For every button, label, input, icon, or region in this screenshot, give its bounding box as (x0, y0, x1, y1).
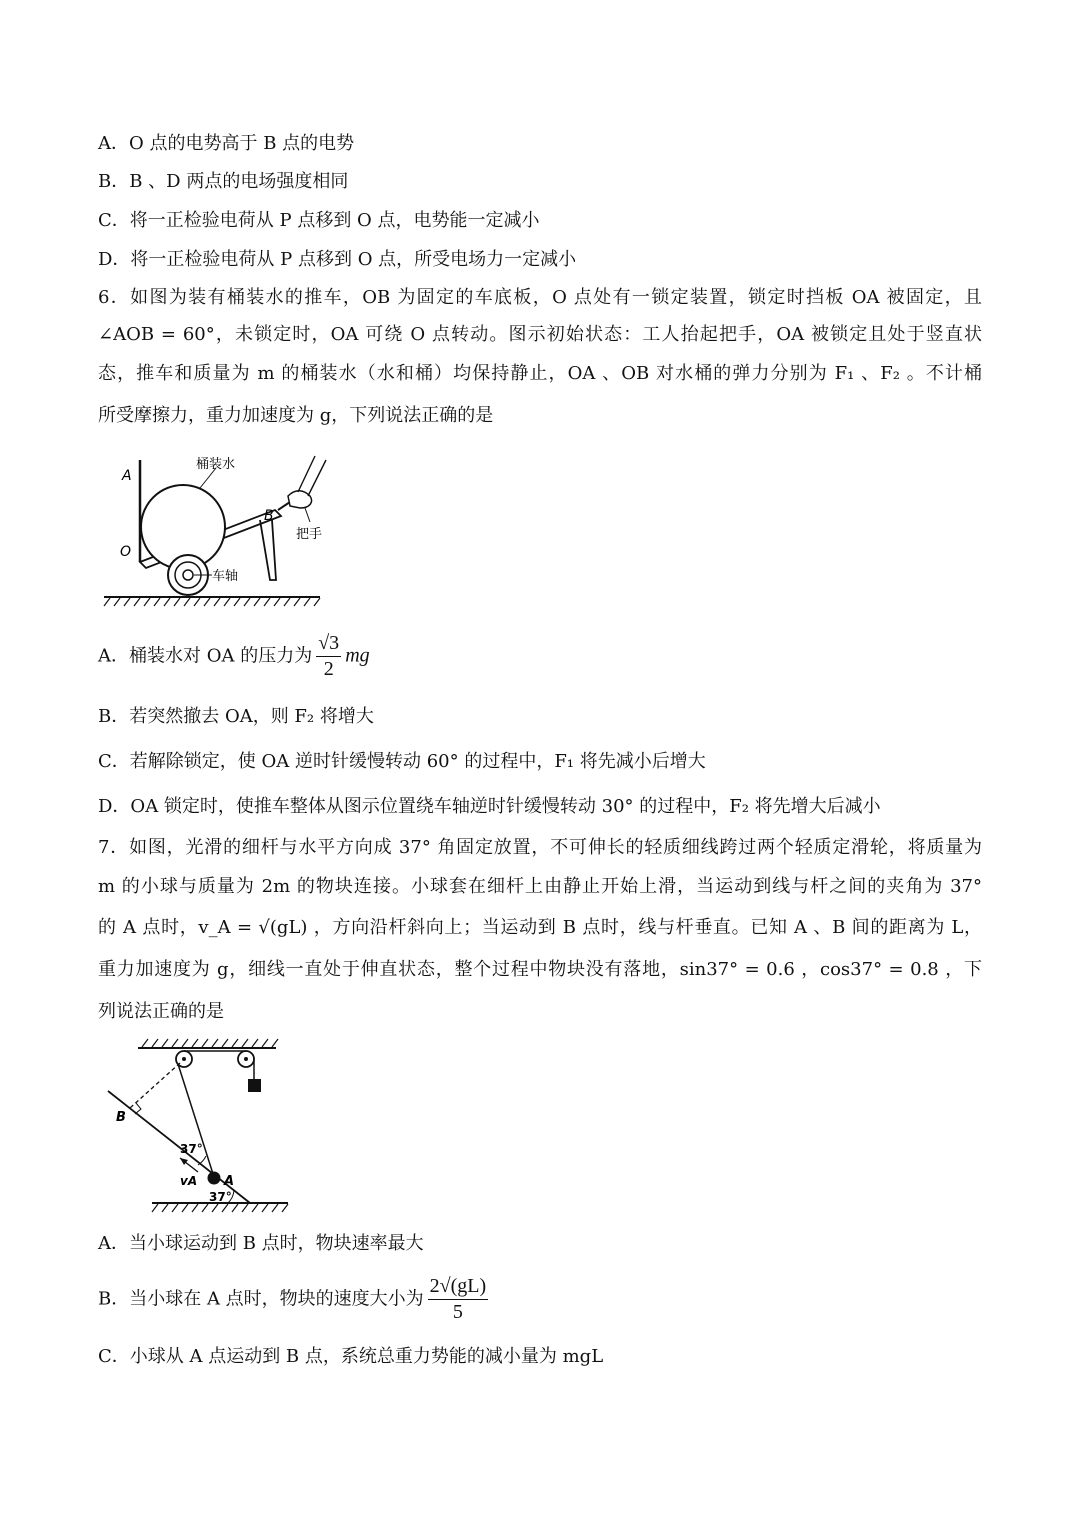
ceiling-hatching (142, 1039, 278, 1047)
q6-option-a-unit: mg (345, 644, 370, 667)
cart-figure (100, 450, 330, 610)
q7-option-b-text: B．当小球在 A 点时，物块的速度大小为 (98, 1288, 424, 1310)
q6-stem-line-4: 所受摩擦力，重力加速度为 g，下列说法正确的是 (98, 405, 494, 426)
fraction-denominator: 2 (323, 658, 334, 680)
q5-option-c: C．将一正检验电荷从 P 点移到 O 点，电势能一定减小 (98, 210, 540, 231)
q6-option-c: C．若解除锁定，使 OA 逆时针缓慢转动 60° 的过程中，F₁ 将先减小后增大 (98, 751, 706, 772)
ball (208, 1172, 221, 1185)
arm (298, 456, 326, 496)
q6-option-a-text: A．桶装水对 OA 的压力为 (98, 645, 313, 667)
handle (278, 502, 290, 510)
label-b: B (264, 508, 274, 524)
q5-option-b: B．B 、D 两点的电场强度相同 (98, 171, 349, 192)
label-handle: 把手 (296, 527, 323, 542)
q7-option-c: C．小球从 A 点运动到 B 点，系统总重力势能的减小量为 mgL (98, 1346, 604, 1367)
q7-stem-line-1: 7．如图，光滑的细杆与水平方向成 37° 角固定放置，不可伸长的轻质细线跨过两个轻质定滑轮，将质量为 (98, 837, 982, 858)
q7-stem-line-3: 的 A 点时，v_A = √(gL) ，方向沿杆斜向上；当运动到 B 点时，线与杆垂直。已知 A 、B 间的距离为 L， (98, 917, 982, 938)
pulley-figure (100, 1035, 300, 1220)
q6-option-d: D．OA 锁定时，使推车整体从图示位置绕车轴逆时针缓慢转动 30° 的过程中，F₂ 将先增大后减小 (98, 796, 881, 817)
label-axle: 车轴 (212, 569, 239, 584)
cart-leg (260, 520, 276, 580)
label-a: A (224, 1174, 235, 1189)
label-angle-bottom: 37° (209, 1190, 232, 1204)
dashed-line (130, 1063, 180, 1108)
q5-option-d: D．将一正检验电荷从 P 点移到 O 点，所受电场力一定减小 (98, 249, 577, 270)
fraction (316, 632, 341, 681)
q6-stem-line-2: ∠AOB = 60°，未锁定时，OA 可绕 O 点转动。图示初始状态：工人抬起把手，OA 被锁定且处于竖直状 (98, 324, 982, 345)
q7-stem-line-5: 列说法正确的是 (98, 1001, 224, 1022)
fraction-numerator: 2√(gL) (428, 1275, 489, 1300)
q6-option-b: B．若突然撤去 OA，则 F₂ 将增大 (98, 706, 374, 727)
label-a: A (122, 468, 132, 484)
label-angle-top: 37° (180, 1142, 203, 1156)
q7-stem-line-4: 重力加速度为 g，细线一直处于伸直状态，整个过程中物块没有落地，sin37° = 0.6 ，cos37° = 0.8 ，下 (98, 959, 982, 980)
label-o: O (120, 544, 132, 560)
fraction-denominator: 5 (452, 1301, 463, 1323)
label-water-bucket: 桶装水 (196, 457, 236, 472)
q7-stem-line-2: m 的小球与质量为 2m 的物块连接。小球套在细杆上由静止开始上滑，当运动到线与杆之间的夹角为 37° (98, 876, 982, 897)
label-velocity: vA (180, 1174, 198, 1188)
ground-hatching (104, 598, 320, 606)
q5-option-a: A．O 点的电势高于 B 点的电势 (98, 133, 355, 154)
fraction (428, 1275, 489, 1324)
q6-stem-line-1: 6．如图为装有桶装水的推车，OB 为固定的车底板，O 点处有一锁定装置，锁定时挡板 OA 被固定，且 (98, 287, 982, 308)
q7-option-a: A．当小球运动到 B 点时，物块速率最大 (98, 1233, 424, 1254)
q7-option-b (98, 1275, 492, 1324)
hand (288, 491, 312, 508)
block (248, 1079, 261, 1092)
label-b: B (116, 1110, 126, 1125)
q6-stem-line-3: 态，推车和质量为 m 的桶装水（水和桶）均保持静止，OA 、OB 对水桶的弹力分别为 F₁ 、F₂ 。不计桶 (98, 363, 982, 384)
q6-option-a (98, 632, 370, 681)
fraction-numerator: √3 (316, 632, 341, 657)
